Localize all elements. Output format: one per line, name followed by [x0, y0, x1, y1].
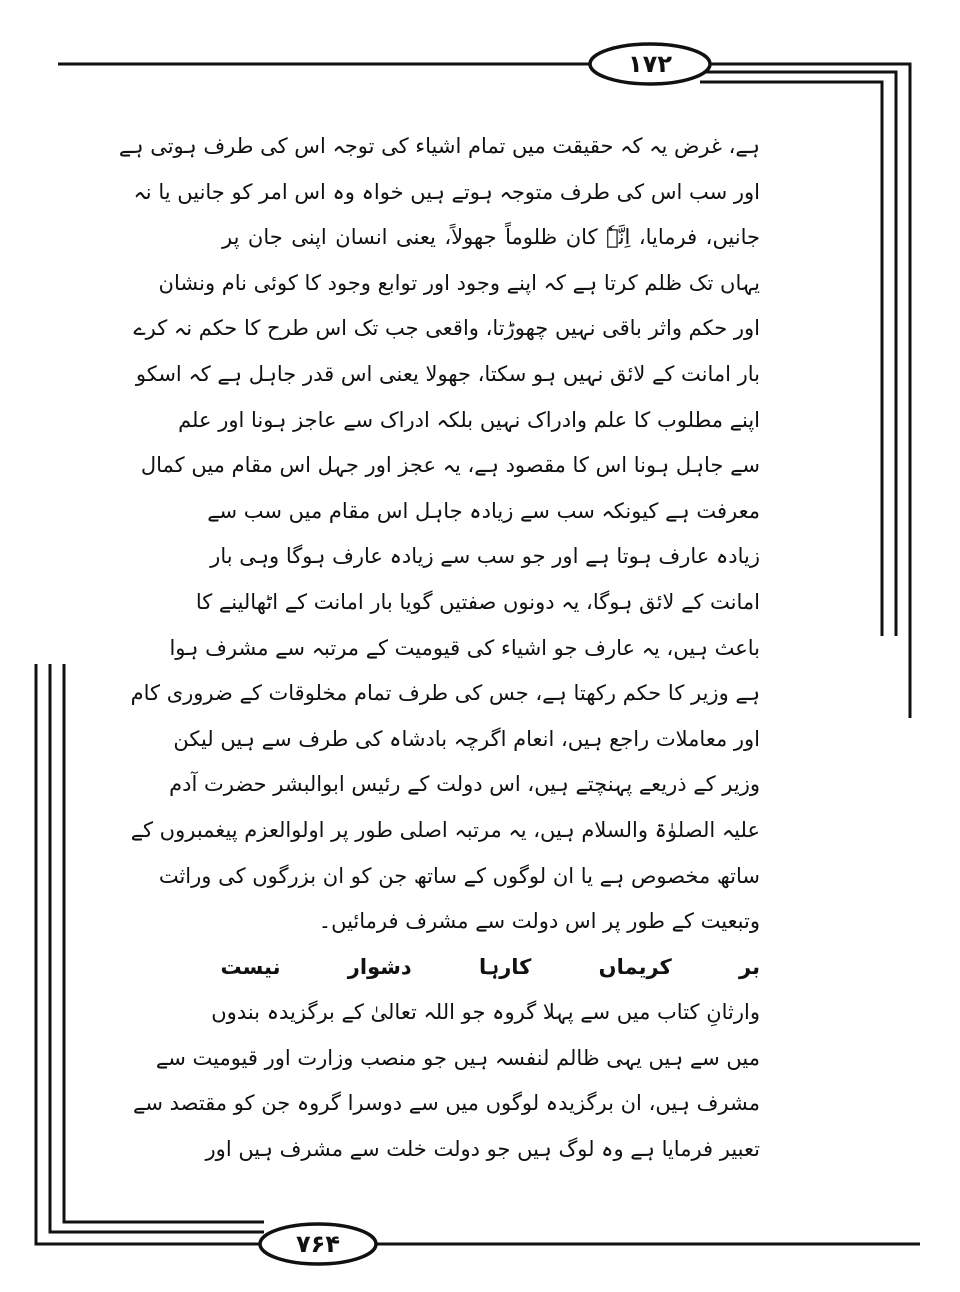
body-text: [118, 124, 760, 1173]
text-line: میں سے ہیں یہی ظالم لنفسہ ہیں جو منصب وزارت اور قیومیت سے: [155, 1045, 760, 1070]
text-line: وزیر کے ذریعے پہنچتے ہیں، اس دولت کے رئیس ابوالبشر حضرت آدم: [169, 772, 760, 797]
text-line: اور حکم واثر باقی نہیں چھوڑتا، واقعی جب تک اس طرح کا حکم نہ کرے: [133, 316, 760, 341]
text-line: یہاں تک ظلم کرتا ہے کہ اپنے وجود اور توابع وجود کا کوئی نام ونشان: [158, 270, 760, 295]
text-line: اور سب اس کی طرف متوجہ ہوتے ہیں خواہ وہ اس امر کو جانیں یا نہ: [133, 179, 760, 204]
bottom-page-number: ۷۶۴: [296, 1230, 340, 1258]
text-line: علیہ الصلوٰۃ والسلام ہیں، یہ مرتبہ اصلی طور پر اولوالعزم پیغمبروں کے: [130, 817, 760, 842]
verse-line: بر کریماں کارہا دشوار نیست: [220, 954, 760, 979]
text-line: جانیں، فرمایا، اِنَّہٗ کان ظلوماً جھولاً، یعنی انسان اپنی جان پر: [222, 225, 760, 250]
text-line: وارثانِ کتاب میں سے پہلا گروہ جو اللہ تعالیٰ کے برگزیدہ بندوں: [211, 1000, 760, 1025]
text-line: مشرف ہیں، ان برگزیدہ لوگوں میں سے دوسرا گروہ جن کو مقتصد سے: [133, 1091, 760, 1116]
text-line: ہے، غرض یہ کہ حقیقت میں تمام اشیاء کی توجہ اس کی طرف ہوتی ہے: [118, 134, 760, 158]
text-line: ہے وزیر کا حکم رکھتا ہے، جس کی طرف تمام مخلوقات کے ضروری کام: [130, 681, 760, 706]
text-line: باعث ہیں، یہ عارف جو اشیاء کی قیومیت کے مرتبہ سے مشرف ہوا: [169, 635, 760, 660]
text-line: سے جاہل ہونا اس کا مقصود ہے، یہ عجز اور جہل اس مقام میں کمال: [140, 453, 760, 478]
text-line: وتبعیت کے طور پر اس دولت سے مشرف فرمائیں۔: [318, 909, 760, 934]
text-line: زیادہ عارف ہوتا ہے اور جو سب سے زیادہ عارف ہوگا وہی بار: [210, 544, 760, 569]
text-line: امانت کے لائق ہوگا، یہ دونوں صفتیں گویا بار امانت کے اٹھالینے کا: [195, 589, 760, 614]
text-line: بار امانت کے لائق نہیں ہو سکتا، جھولا یعنی اس قدر جاہل ہے کہ اسکو: [135, 361, 760, 386]
text-line: اپنے مطلوب کا علم وادراک نہیں بلکہ ادراک سے عاجز ہونا اور علم: [178, 407, 760, 432]
top-page-number: ۱۷۲: [628, 50, 672, 78]
text-line: اور معاملات راجع ہیں، انعام اگرچہ بادشاہ کی طرف سے ہیں لیکن: [173, 726, 760, 751]
text-line: تعبیر فرمایا ہے وہ لوگ ہیں جو دولت خلت سے مشرف ہیں اور: [205, 1137, 760, 1162]
text-line: معرفت ہے کیونکہ سب سے زیادہ جاہل اس مقام میں سب سے: [207, 498, 760, 523]
text-line: ساتھ مخصوص ہے یا ان لوگوں کے ساتھ جن کو ان بزرگوں کی وراثت: [158, 863, 760, 888]
